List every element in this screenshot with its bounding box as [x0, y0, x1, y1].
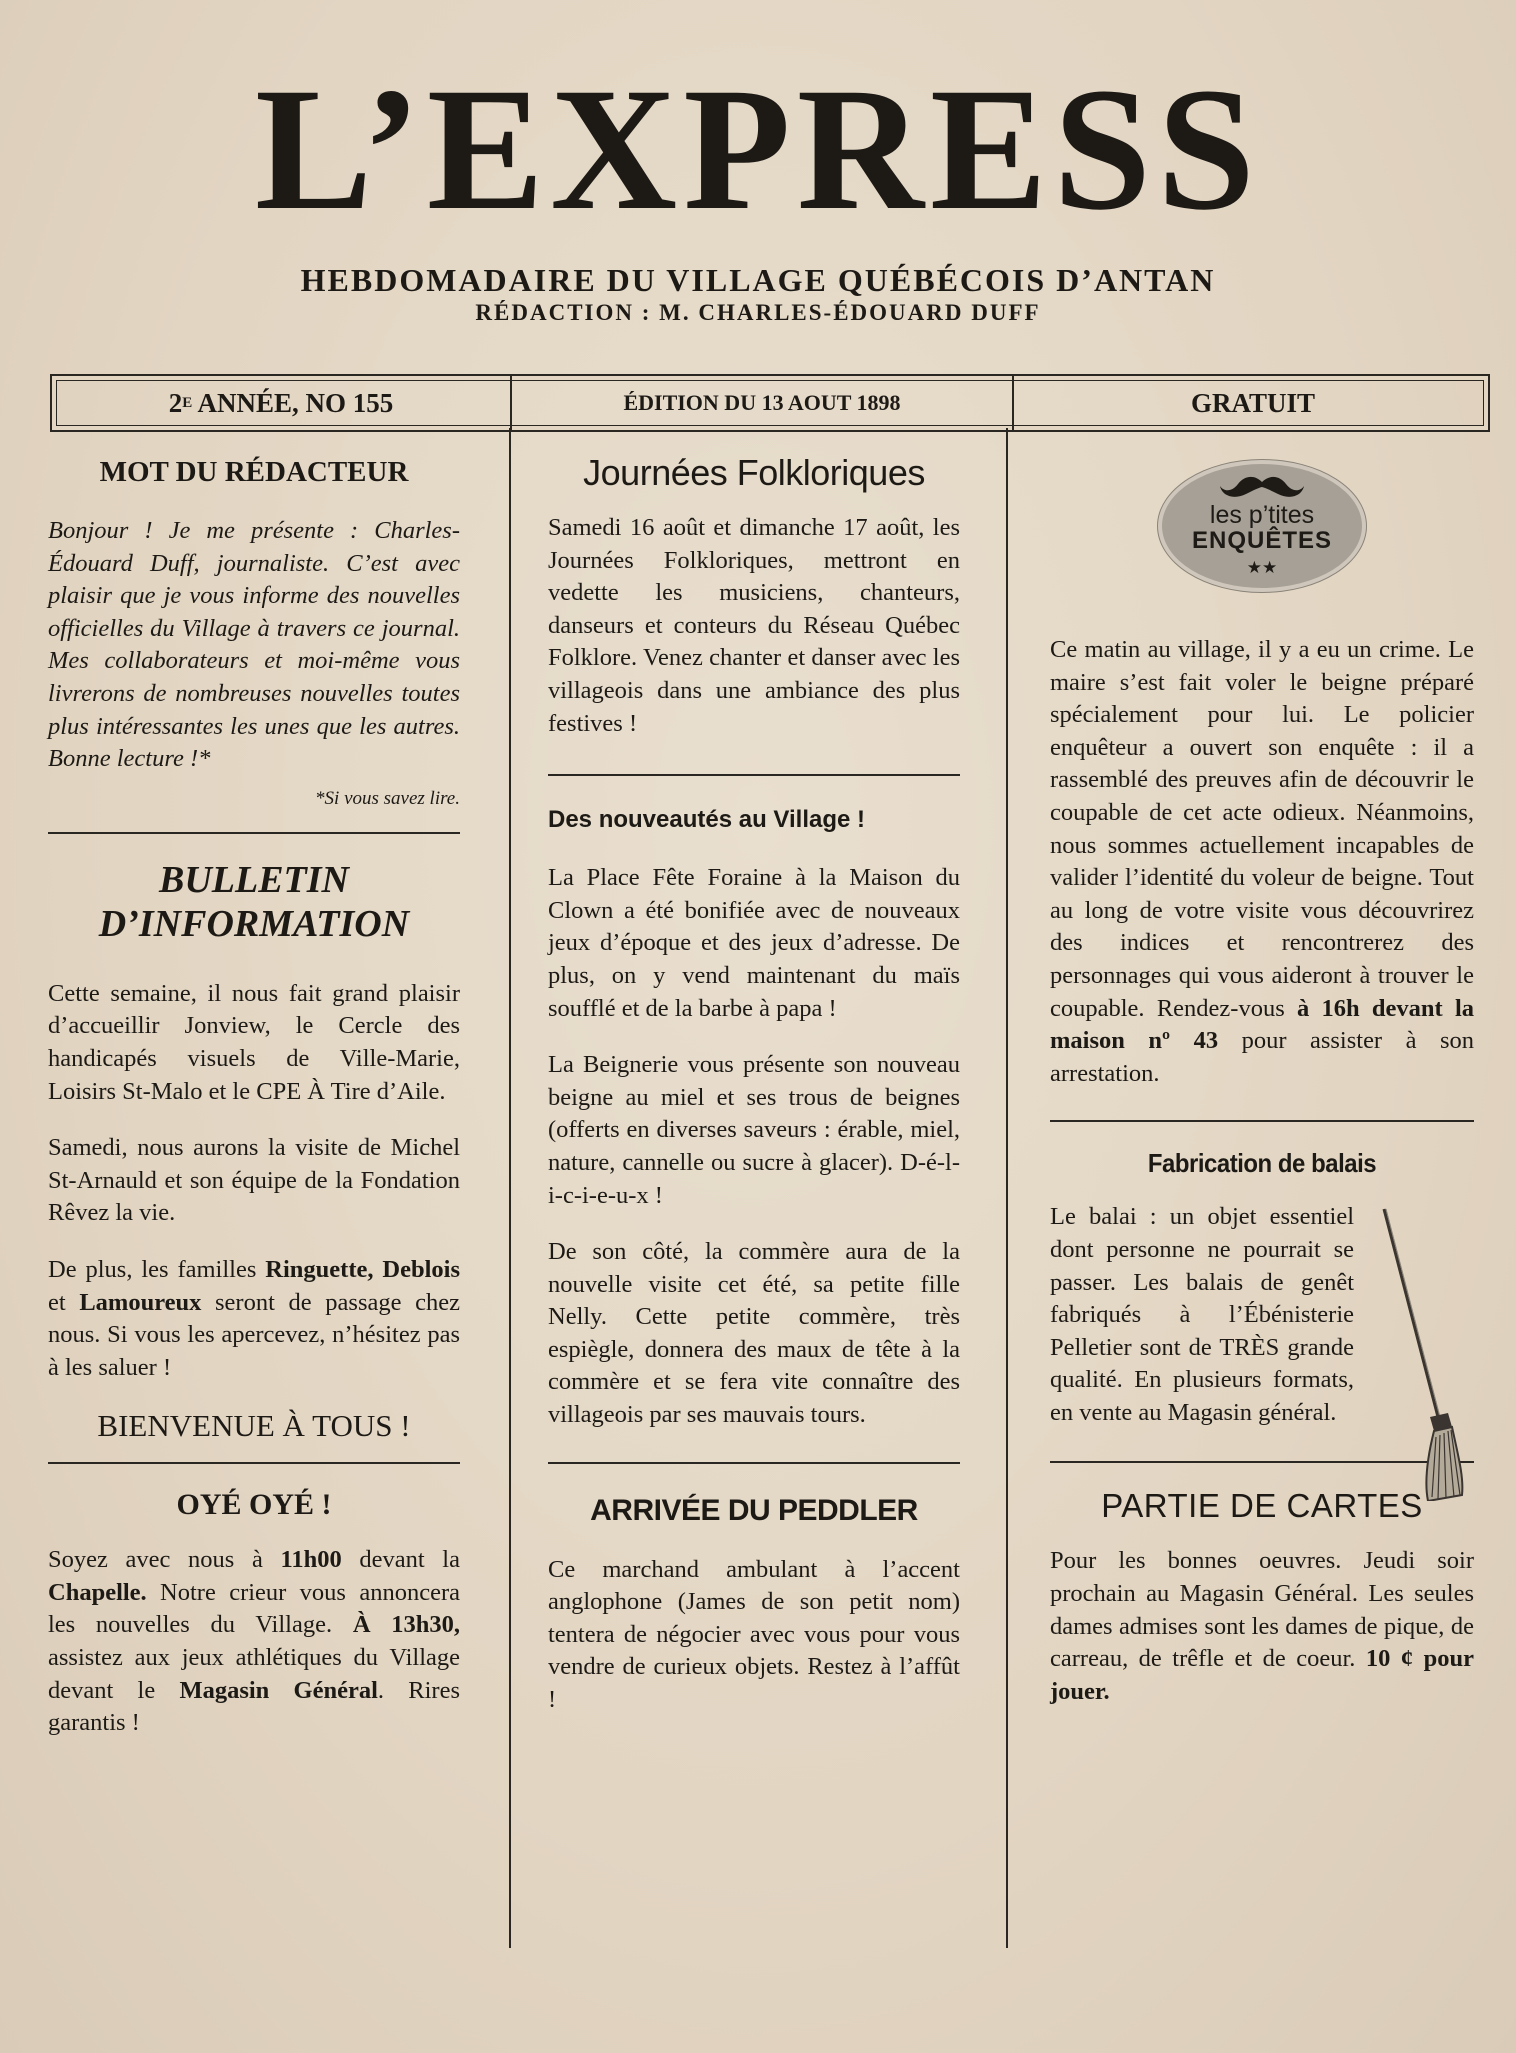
edition-date: ÉDITION DU 13 AOUT 1898	[512, 376, 1014, 430]
oye-text: assistez aux jeux athlétiques du Village devant le	[48, 1644, 460, 1704]
mot-body: Bonjour ! Je me présente : Charles-Édouard Duff, journaliste. C’est avec plaisir que je vous informe des nouvelles officielles du Village à travers ce journal. Mes collaborateurs et moi-même vous livrerons de nombreuses nouvelles toutes plus intéressantes les unes que les autres. Bonne lecture !*	[48, 517, 460, 773]
oye-text: . Rires garantis !	[48, 1676, 460, 1737]
badge-line2: ENQUÊTES	[1191, 527, 1333, 554]
bulletin-paragraph-1: Cette semaine, il nous fait grand plaisir d’accueillir Jonview, le Cercle des handicapés visuels de Ville-Marie, Loisirs St-Malo et le CPE À Tire d’Aile.	[48, 979, 460, 1105]
oye-text: Soyez avec nous à	[48, 1546, 281, 1574]
mot-footnote: *Si vous savez lire.	[315, 787, 460, 809]
cartes-price: 10 ¢ pour jouer.	[1050, 1645, 1474, 1705]
issue-year-number: 2	[168, 387, 183, 418]
enquete-rendezvous: à 16h devant la maison nº 43	[1050, 994, 1475, 1055]
bulletin-text: et	[48, 1288, 80, 1316]
oye-text: Notre crieur vous annoncera les nouvelles du Village.	[48, 1578, 460, 1639]
issue-number	[52, 376, 512, 430]
column-divider-right	[1006, 428, 1008, 1948]
cartes-title: PARTIE DE CARTES	[1101, 1487, 1423, 1525]
newspaper-title: L’EXPRESS	[254, 52, 1262, 247]
oye-time: À 13h30,	[352, 1611, 460, 1639]
mot-title: MOT DU RÉDACTEUR	[99, 456, 409, 488]
oye-title: OYÉ OYÉ !	[176, 1488, 332, 1522]
oye-time: 11h00	[280, 1546, 342, 1574]
welcome-message: BIENVENUE À TOUS !	[97, 1408, 411, 1444]
bulletin-paragraph-3	[48, 1254, 460, 1384]
mustache-icon	[1218, 472, 1306, 502]
folk-body: Samedi 16 août et dimanche 17 août, les Journées Folkloriques, mettront en vedette les musiciens, chanteurs, danseurs et conteurs du Réseau Québec Folklore. Venez chanter et danser avec les villageois dans une ambiance des plus festives !	[548, 514, 960, 737]
nouveautes-title: Des nouveautés au Village !	[548, 806, 866, 834]
cartes-body	[1050, 1545, 1474, 1708]
divider	[48, 1462, 460, 1464]
peddler-body: Ce marchand ambulant à l’accent anglophone (James de son petit nom) tentera de négocier avec vous pour vous vendre de curieux objets. Restez à l’affût !	[548, 1555, 960, 1714]
bulletin-text: seront de passage chez nous. Si vous les apercevez, n’hésitez pas à les saluer !	[48, 1288, 460, 1381]
column-left	[48, 440, 460, 1740]
family-name: Lamoureux	[79, 1288, 202, 1316]
peddler-title: ARRIVÉE DU PEDDLER	[590, 1493, 918, 1527]
oye-place: Chapelle.	[48, 1578, 147, 1606]
bulletin-text: De plus, les familles	[48, 1255, 266, 1283]
issue-label: ANNÉE, NO 155	[192, 387, 394, 418]
redaction-line: RÉDACTION : M. CHARLES-ÉDOUARD DUFF	[475, 300, 1041, 325]
column-divider-left	[509, 428, 511, 1948]
newspaper-subtitle: HEBDOMADAIRE DU VILLAGE QUÉBÉCOIS D’ANTAN	[300, 262, 1216, 298]
bulletin-title	[48, 858, 460, 946]
nouveautes-paragraph-2: La Beignerie vous présente son nouveau beigne au miel et ses trous de beignes (offerts en diverses saveurs : érable, miel, nature, cannelle ou sucre à glacer). D-é-l-i-c-i-e-u-x !	[548, 1051, 960, 1209]
broom-icon	[1376, 1205, 1466, 1501]
badge-line1: les p’tites	[1209, 501, 1315, 529]
issue-year-suffix: E	[182, 394, 193, 411]
issue-info-bar	[50, 374, 1490, 432]
petites-enquetes-badge	[1162, 464, 1362, 588]
enquete-text: pour assister à son arrestation.	[1050, 1027, 1474, 1087]
nouveautes-paragraph-1: La Place Fête Foraine à la Maison du Clown a été bonifiée avec de nouveaux jeux d’époque et des jeux d’adresse. De plus, on y vend maintenant du maïs soufflé et de la barbe à papa !	[548, 864, 960, 1022]
cartes-text: Pour les bonnes oeuvres. Jeudi soir prochain au Magasin Général. Les seules dames admises sont les dames de pique, de carreau, de trêfle et de coeur.	[1050, 1547, 1474, 1673]
column-middle	[548, 440, 960, 1717]
oye-text: devant la	[341, 1546, 460, 1574]
divider	[48, 832, 460, 834]
oye-body	[48, 1544, 460, 1740]
bulletin-title-line2: D’INFORMATION	[98, 902, 410, 945]
family-name: Ringuette,	[265, 1255, 374, 1283]
divider	[548, 774, 960, 776]
divider	[548, 1462, 960, 1464]
badge-stars: ★★	[1246, 558, 1278, 577]
family-name: Deblois	[382, 1255, 460, 1283]
enquete-body	[1050, 634, 1474, 1090]
balais-body: Le balai : un objet essentiel dont personne ne pourrait se passer. Les balais de genêt fabriqués à l’Ébénisterie Pelletier sont de TRÈS grande qualité. En plusieurs formats, en vente au Magasin général.	[1050, 1203, 1354, 1426]
masthead	[0, 52, 1516, 247]
balais-section	[1050, 1201, 1474, 1429]
nouveautes-paragraph-3: De son côté, la commère aura de la nouvelle visite cet été, sa petite fille Nelly. Cette petite commère, très espiègle, donnera des maux de tête à la commère et se fera vite connaître des villageois par ses mauvais tours.	[548, 1238, 960, 1429]
divider	[1050, 1120, 1474, 1122]
price-label: GRATUIT	[1190, 387, 1316, 418]
column-right	[1050, 440, 1474, 1708]
bulletin-title-line1: BULLETIN	[159, 858, 349, 901]
bulletin-paragraph-2: Samedi, nous aurons la visite de Michel St-Arnauld et son équipe de la Fondation Rêvez la vie.	[48, 1134, 460, 1227]
oye-place: Magasin Général	[179, 1676, 378, 1704]
folk-title: Journées Folkloriques	[583, 452, 925, 493]
balais-title: Fabrication de balais	[1147, 1148, 1377, 1179]
enquete-text: Ce matin au village, il y a eu un crime. Le maire s’est fait voler le beigne préparé spécialement pour lui. Le policier enquêteur a ouvert son enquête : il a rassemblé des preuves afin de découvrir le coupable de cet acte odieux. Néanmoins, nous sommes actuellement incapables de valider l’identité du voleur de beigne. Tout au long de votre visite vous découvrirez des indices et rencontrerez des personnages qui vous aideront à trouver le coupable. Rendez-vous	[1050, 636, 1474, 1022]
